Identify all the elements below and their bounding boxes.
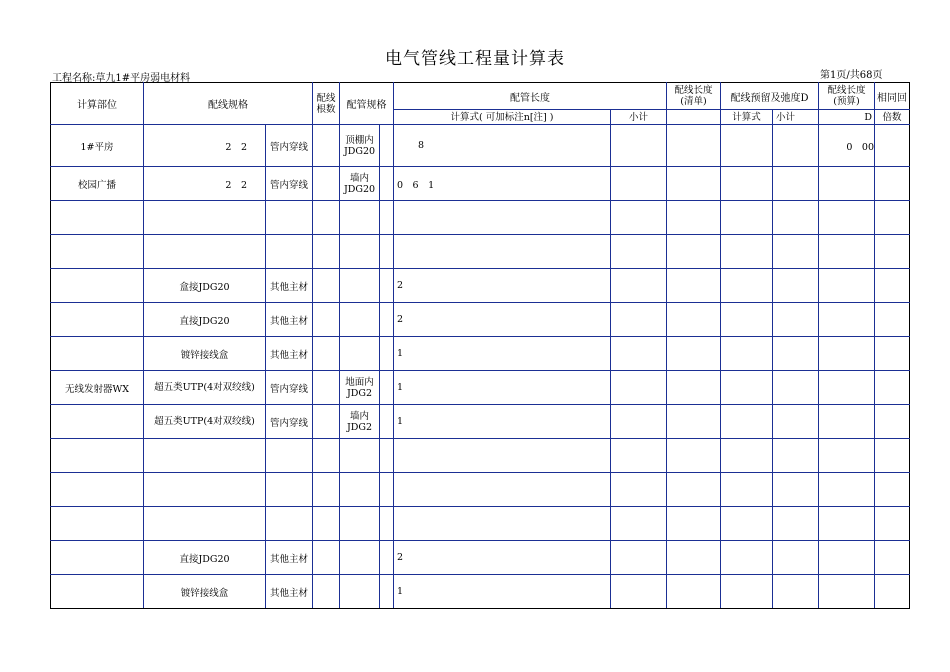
cell-list [667,473,721,507]
cell-budget [819,337,875,371]
cell-formula: 0 6 1 [394,167,611,201]
cell-subtotal-2 [773,201,819,235]
cell-formula [394,235,611,269]
cell-blank [380,541,394,575]
cell-calc [721,473,773,507]
cell-subtotal-2 [773,405,819,439]
cell-budget [819,167,875,201]
cell-count [313,371,340,405]
cell-multiple [875,575,910,609]
cell-blank [380,125,394,167]
cell-formula [394,201,611,235]
cell-blank [380,269,394,303]
header-wire-count: 配线根数 [313,83,340,125]
cell-subtotal-2 [773,167,819,201]
cell-blank [380,167,394,201]
table-row [51,371,910,405]
header-calc: 计算式 [721,110,773,125]
cell-method [266,235,313,269]
cell-formula: 2 [394,269,611,303]
cell-budget [819,575,875,609]
cell-count [313,235,340,269]
cell-formula: 1 [394,337,611,371]
cell-subtotal [611,269,667,303]
cell-method: 管内穿线 [266,405,313,439]
cell-pipe: 顶棚内JDG20 [340,125,380,167]
cell-part [51,337,144,371]
cell-pipe [340,235,380,269]
cell-pipe [340,303,380,337]
cell-subtotal-2 [773,473,819,507]
cell-list [667,541,721,575]
cell-subtotal [611,507,667,541]
cell-pipe: 墙内JDG20 [340,167,380,201]
table-row [51,507,910,541]
cell-pipe [340,337,380,371]
cell-count [313,575,340,609]
cell-method: 管内穿线 [266,125,313,167]
cell-method: 管内穿线 [266,371,313,405]
cell-pipe [340,575,380,609]
header-same-loop: 相同回 [875,83,910,110]
cell-multiple [875,303,910,337]
cell-spec: 盒接JDG20 [144,269,266,303]
cell-list [667,167,721,201]
cell-spec: 超五类UTP(4对双绞线) [144,405,266,439]
cell-multiple [875,507,910,541]
cell-multiple [875,405,910,439]
cell-calc [721,575,773,609]
cell-count [313,405,340,439]
cell-budget [819,201,875,235]
cell-count [313,473,340,507]
cell-budget: 0 00 [819,125,875,167]
cell-count [313,303,340,337]
header-wire-spec: 配线规格 [144,83,313,125]
cell-calc [721,269,773,303]
cell-list [667,507,721,541]
cell-spec: 直接JDG20 [144,303,266,337]
cell-blank [380,337,394,371]
table-row [51,439,910,473]
cell-calc [721,337,773,371]
cell-blank [380,439,394,473]
table-row [51,235,910,269]
cell-calc [721,439,773,473]
cell-subtotal-2 [773,269,819,303]
cell-spec [144,473,266,507]
cell-subtotal [611,167,667,201]
cell-method: 管内穿线 [266,167,313,201]
cell-part: 1#平房 [51,125,144,167]
cell-part [51,405,144,439]
table-row [51,405,910,439]
cell-formula: 1 [394,371,611,405]
header-wire-reserve: 配线预留及弛度D [721,83,819,110]
cell-spec [144,507,266,541]
cell-subtotal-2 [773,507,819,541]
cell-part [51,269,144,303]
cell-list [667,235,721,269]
cell-calc [721,541,773,575]
cell-method: 其他主材 [266,575,313,609]
cell-list [667,125,721,167]
cell-calc [721,125,773,167]
cell-count [313,541,340,575]
cell-list [667,269,721,303]
cell-blank [380,405,394,439]
cell-subtotal [611,337,667,371]
cell-formula: 2 [394,541,611,575]
cell-count [313,337,340,371]
cell-subtotal [611,405,667,439]
cell-formula: 8 [394,125,611,167]
cell-method [266,473,313,507]
cell-blank [380,303,394,337]
cell-part [51,575,144,609]
cell-calc [721,507,773,541]
table-row [51,337,910,371]
cell-method: 其他主材 [266,541,313,575]
cell-spec: 镀锌接线盒 [144,337,266,371]
cell-calc [721,303,773,337]
cell-calc [721,201,773,235]
header-blank [667,110,721,125]
table-row [51,473,910,507]
cell-calc [721,167,773,201]
table-row [51,125,910,167]
header-multiple: 倍数 [875,110,910,125]
cell-subtotal [611,575,667,609]
cell-part [51,439,144,473]
cell-blank [380,371,394,405]
header-subtotal: 小计 [611,110,667,125]
cell-formula: 2 [394,303,611,337]
cell-subtotal [611,303,667,337]
cell-spec [144,439,266,473]
cell-part [51,303,144,337]
cell-method: 其他主材 [266,269,313,303]
header-subtotal-2: 小计 [773,110,819,125]
cell-multiple [875,541,910,575]
cell-calc [721,371,773,405]
cell-subtotal [611,235,667,269]
cell-part [51,541,144,575]
cell-list [667,201,721,235]
cell-spec: 2 2 [144,125,266,167]
table-row [51,303,910,337]
cell-pipe: 地面内JDG2 [340,371,380,405]
table-row [51,575,910,609]
cell-multiple [875,337,910,371]
cell-calc [721,235,773,269]
cell-formula [394,473,611,507]
cell-method [266,507,313,541]
cell-blank [380,507,394,541]
header-formula: 计算式( 可加标注n[注] ) [394,110,611,125]
cell-method: 其他主材 [266,337,313,371]
table-row [51,201,910,235]
cell-subtotal [611,371,667,405]
cell-subtotal-2 [773,235,819,269]
cell-multiple [875,125,910,167]
cell-subtotal-2 [773,371,819,405]
cell-budget [819,235,875,269]
cell-blank [380,575,394,609]
cell-subtotal [611,201,667,235]
header-d: D [819,110,875,125]
table-row [51,167,910,201]
cell-budget [819,303,875,337]
cell-spec: 超五类UTP(4对双绞线) [144,371,266,405]
cell-list [667,439,721,473]
cell-spec: 直接JDG20 [144,541,266,575]
cell-multiple [875,235,910,269]
sheet-title: 电气管线工程量计算表 [385,49,565,69]
cell-subtotal-2 [773,337,819,371]
cell-subtotal [611,473,667,507]
cell-part [51,201,144,235]
cell-formula: 1 [394,405,611,439]
cell-multiple [875,371,910,405]
header-wire-length-budget: 配线长度(预算) [819,83,875,110]
cell-multiple [875,439,910,473]
header-pipe-length: 配管长度 [394,83,667,110]
cell-pipe [340,541,380,575]
cell-part: 无线发射器WX [51,371,144,405]
cell-multiple [875,167,910,201]
cell-subtotal-2 [773,541,819,575]
cell-formula [394,507,611,541]
cell-subtotal-2 [773,303,819,337]
table-row [51,541,910,575]
cell-part [51,507,144,541]
quantity-table [50,82,910,609]
cell-calc [721,405,773,439]
header-pipe-spec: 配管规格 [340,83,394,125]
cell-method [266,201,313,235]
cell-list [667,575,721,609]
cell-budget [819,507,875,541]
cell-count [313,439,340,473]
cell-spec [144,235,266,269]
cell-count [313,507,340,541]
cell-list [667,303,721,337]
cell-blank [380,235,394,269]
cell-spec [144,201,266,235]
cell-subtotal [611,541,667,575]
cell-blank [380,201,394,235]
cell-count [313,167,340,201]
cell-pipe [340,439,380,473]
cell-list [667,371,721,405]
cell-count [313,269,340,303]
cell-pipe [340,269,380,303]
cell-formula [394,439,611,473]
cell-list [667,337,721,371]
cell-pipe [340,473,380,507]
cell-budget [819,473,875,507]
cell-budget [819,541,875,575]
cell-subtotal [611,439,667,473]
cell-budget [819,269,875,303]
cell-formula: 1 [394,575,611,609]
cell-spec: 镀锌接线盒 [144,575,266,609]
cell-method: 其他主材 [266,303,313,337]
cell-subtotal [611,125,667,167]
cell-count [313,201,340,235]
cell-subtotal-2 [773,439,819,473]
cell-part [51,473,144,507]
table-row [51,269,910,303]
cell-list [667,405,721,439]
cell-subtotal-2 [773,125,819,167]
cell-part [51,235,144,269]
cell-multiple [875,473,910,507]
cell-budget [819,405,875,439]
cell-method [266,439,313,473]
header-wire-length-list: 配线长度(清单) [667,83,721,110]
cell-spec: 2 2 [144,167,266,201]
cell-part: 校园广播 [51,167,144,201]
cell-blank [380,473,394,507]
cell-pipe: 墙内JDG2 [340,405,380,439]
header-calc-part: 计算部位 [51,83,144,125]
cell-count [313,125,340,167]
cell-subtotal-2 [773,575,819,609]
cell-budget [819,371,875,405]
cell-multiple [875,201,910,235]
cell-pipe [340,201,380,235]
page-info: 第1页/共68页 [820,70,883,81]
cell-pipe [340,507,380,541]
project-name: 工程名称:草九1#平房弱电材料 [52,73,191,84]
cell-budget [819,439,875,473]
cell-multiple [875,269,910,303]
